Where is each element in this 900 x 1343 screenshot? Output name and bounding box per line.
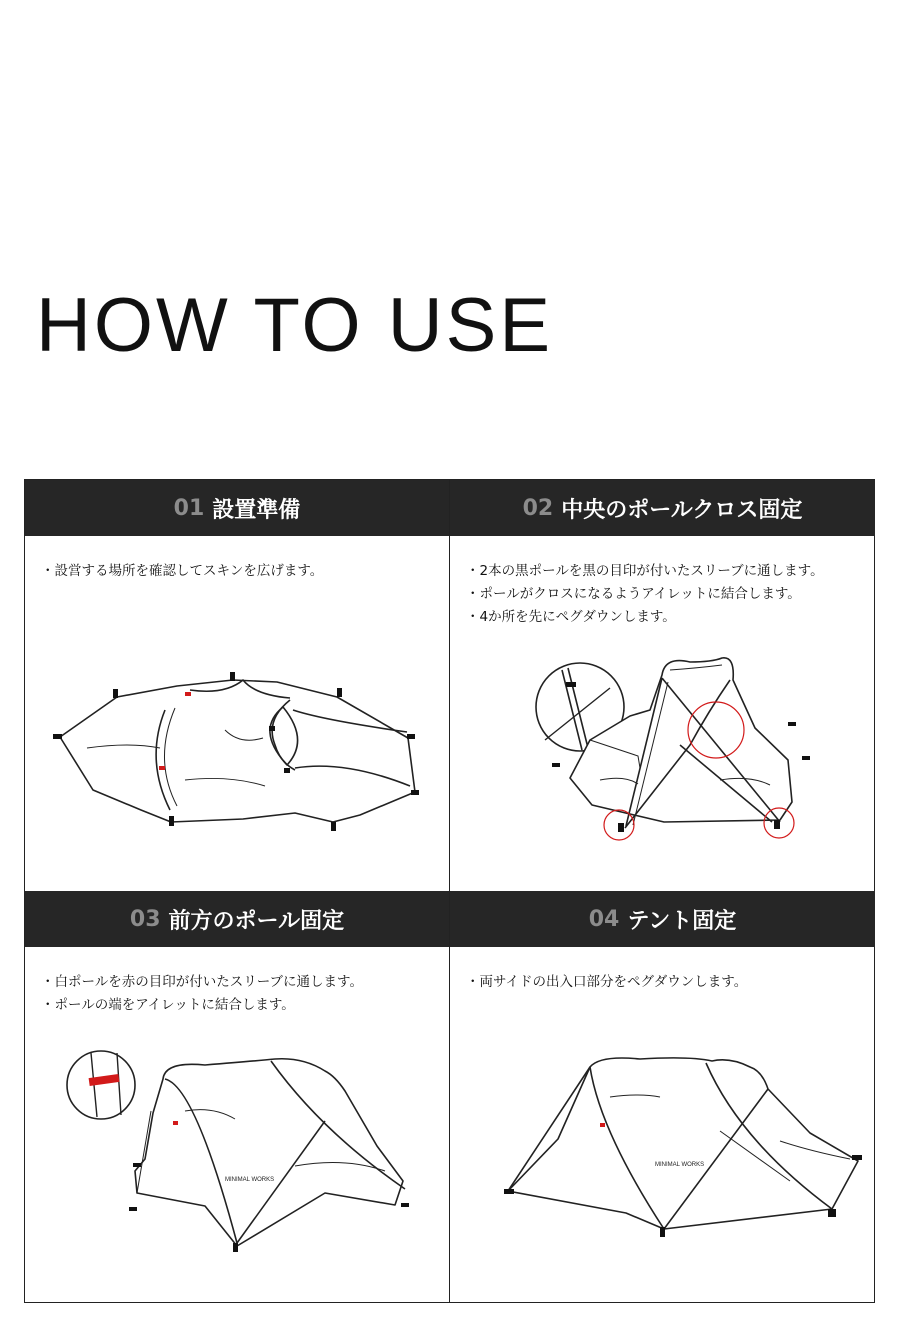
step-2-header (450, 480, 875, 536)
tent-front-pole-illustration (25, 981, 450, 1301)
tent-complete-illustration (450, 981, 875, 1301)
page-title: HOW TO USE (36, 283, 554, 368)
brand-logo: MINIMAL WORKS (655, 1162, 705, 1168)
brand-logo: MINIMAL WORKS (225, 1177, 275, 1183)
step-3 (25, 891, 450, 1302)
step-2 (450, 480, 875, 891)
step-title: 設置準備 (212, 497, 301, 523)
step-number: 02 (522, 495, 554, 521)
step-title: 前方のポール固定 (168, 908, 345, 934)
step-1-header (25, 480, 449, 536)
step-4-header (450, 891, 875, 947)
step-4 (450, 891, 875, 1302)
tent-cross-pole-illustration (450, 570, 875, 890)
step-title: 中央のポールクロス固定 (561, 497, 803, 523)
note-item: ・ ポールがクロスになるようアイレットに結合します。 (466, 583, 875, 606)
steps-grid (24, 479, 875, 1303)
note-item: ・ ポールの端をアイレットに結合します。 (41, 994, 449, 1017)
note-item: ・ 2本の黒ポールを黒の目印が付いたスリーブに通します。 (466, 560, 875, 583)
step-number: 04 (588, 906, 620, 932)
note-item: ・ 設営する場所を確認してスキンを広げます。 (41, 560, 449, 583)
step-3-header (25, 891, 449, 947)
step-number: 03 (129, 906, 161, 932)
step-1 (25, 480, 450, 891)
note-item: ・ 4か所を先にペグダウンします。 (466, 606, 875, 629)
note-item: ・ 両サイドの出入口部分をペグダウンします。 (466, 971, 875, 994)
tent-flat-illustration (25, 570, 450, 890)
note-item: ・ 白ポールを赤の目印が付いたスリーブに通します。 (41, 971, 449, 994)
step-number: 01 (173, 495, 205, 521)
step-title: テント固定 (627, 908, 737, 934)
detail-zoom-circle (67, 1051, 135, 1119)
